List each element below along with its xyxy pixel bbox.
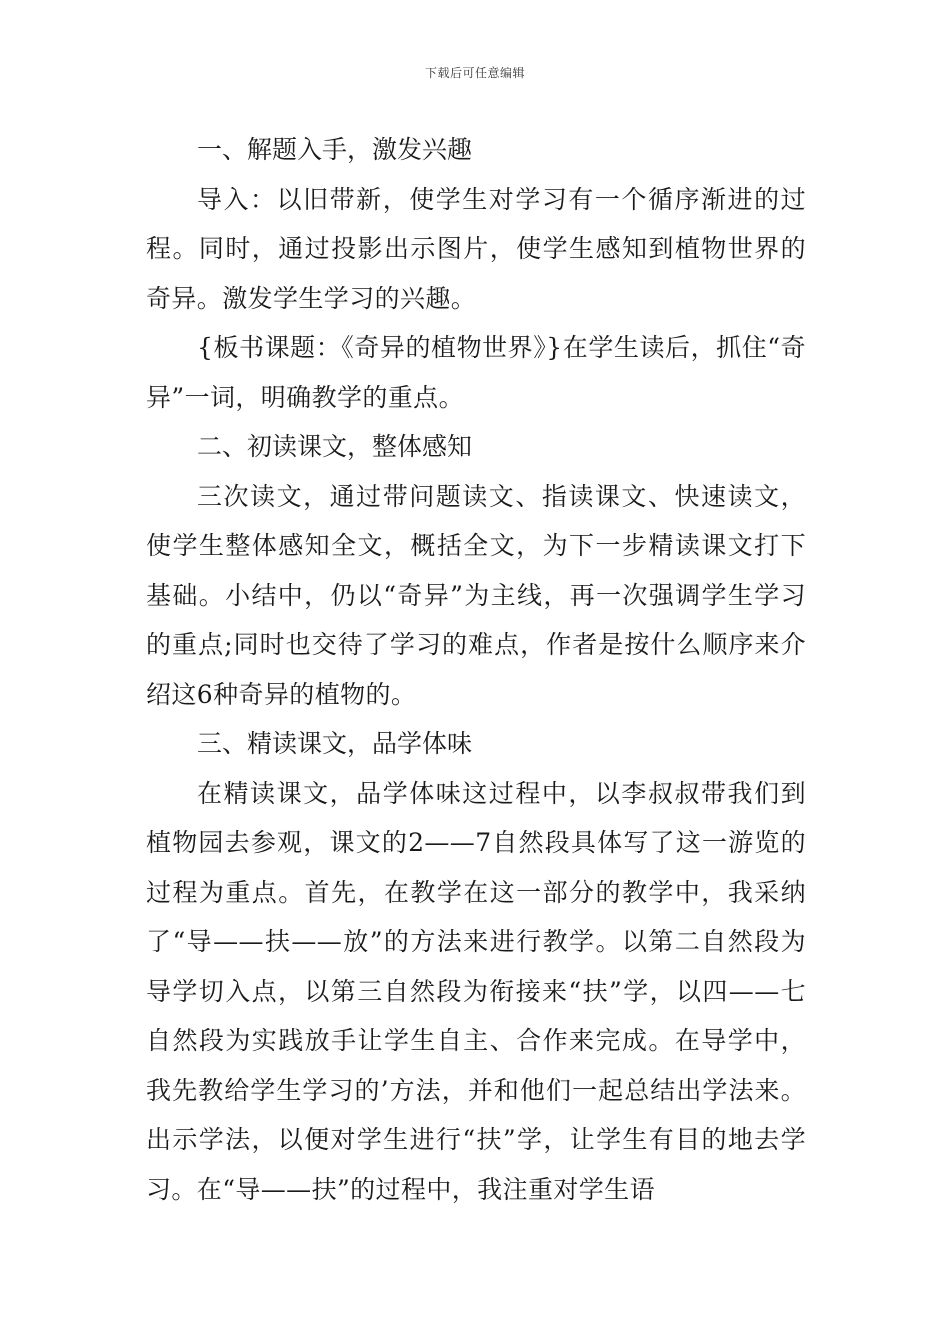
section-heading-1: 一、解题入手，激发兴趣	[197, 135, 473, 164]
paragraph-close-reading: 在精读课文，品学体味这过程中，以李叔叔带我们到植物园去参观，课文的2——7自然段具体写了这一游览的过程为重点。首先，在教学在这一部分的教学中，我采纳了“导——扶——放”的方法来进行教学。以第二自然段为导学切入点，以第三自然段为衔接来“扶”学，以四——七自然段为实践放手让学生自主、合作来完成。在导学中，我先教给学生学习的’方法，并和他们一起总结出学法来。出示学法，以便对学生进行“扶”学，让学生有目的地去学习。在“导——扶”的过程中，我注重对学生语	[146, 778, 806, 1204]
section-heading-2: 二、初读课文，整体感知	[197, 432, 473, 461]
paragraph-board-title: {板书课题：《奇异的植物世界》}在学生读后，抓住“奇异”一词，明确教学的重点。	[146, 333, 806, 412]
document-body	[146, 125, 806, 1214]
paragraph-first-reading: 三次读文，通过带问题读文、指读课文、快速读文，使学生整体感知全文，概括全文，为下一步精读课文打下基础。小结中，仍以“奇异”为主线，再一次强调学生学习的重点;同时也交待了学习的难点，作者是按什么顺序来介绍这6种奇异的植物的。	[146, 481, 806, 709]
section-heading-3: 三、精读课文，品学体味	[197, 729, 473, 758]
paragraph-intro: 导入：以旧带新，使学生对学习有一个循序渐进的过程。同时，通过投影出示图片，使学生感知到植物世界的奇异。激发学生学习的兴趣。	[146, 184, 806, 313]
page-header: 下载后可任意编辑	[424, 66, 525, 80]
